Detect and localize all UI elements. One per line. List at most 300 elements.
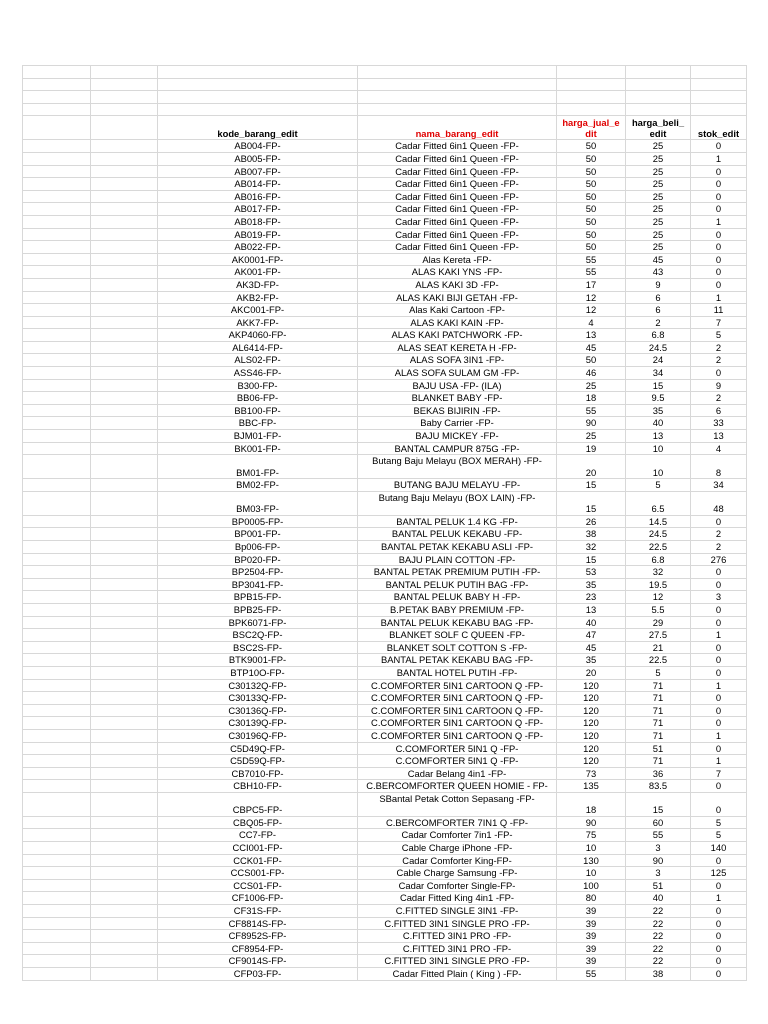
cell[interactable] — [91, 341, 158, 354]
cell-harga-jual[interactable]: 12 — [557, 304, 626, 317]
cell-harga-jual[interactable]: 90 — [557, 816, 626, 829]
cell[interactable] — [23, 692, 91, 705]
cell-stok[interactable]: 1 — [691, 215, 747, 228]
cell-nama[interactable]: Cable Charge Samsung -FP- — [358, 867, 557, 880]
cell-nama[interactable]: BEKAS BIJIRIN -FP- — [358, 404, 557, 417]
cell-harga-beli[interactable]: 25 — [626, 228, 691, 241]
cell-stok[interactable]: 1 — [691, 679, 747, 692]
cell-harga-beli[interactable]: 71 — [626, 679, 691, 692]
cell[interactable] — [23, 304, 91, 317]
cell[interactable] — [358, 78, 557, 91]
cell[interactable] — [23, 905, 91, 918]
cell-stok[interactable]: 0 — [691, 930, 747, 943]
cell-nama[interactable]: C.BERCOMFORTER QUEEN HOMIE - FP- — [358, 780, 557, 793]
cell-harga-beli[interactable]: 51 — [626, 742, 691, 755]
cell[interactable] — [91, 430, 158, 443]
cell-nama[interactable]: Cadar Fitted 6in1 Queen -FP- — [358, 178, 557, 191]
cell-stok[interactable]: 0 — [691, 603, 747, 616]
cell-harga-beli[interactable]: 9.5 — [626, 392, 691, 405]
cell-kode[interactable]: CBPC5-FP- — [158, 792, 358, 816]
cell-harga-jual[interactable]: 40 — [557, 616, 626, 629]
cell-nama[interactable]: Cadar Fitted Plain ( King ) -FP- — [358, 968, 557, 981]
cell[interactable] — [91, 241, 158, 254]
cell-harga-jual[interactable]: 35 — [557, 654, 626, 667]
cell[interactable] — [23, 417, 91, 430]
cell[interactable] — [23, 578, 91, 591]
cell[interactable] — [23, 742, 91, 755]
cell-kode[interactable]: CBH10-FP- — [158, 780, 358, 793]
cell-harga-beli[interactable]: 71 — [626, 692, 691, 705]
cell-nama[interactable]: C.BERCOMFORTER 7IN1 Q -FP- — [358, 816, 557, 829]
cell-stok[interactable]: 1 — [691, 755, 747, 768]
cell[interactable] — [23, 679, 91, 692]
cell-harga-beli[interactable]: 3 — [626, 867, 691, 880]
cell-harga-beli[interactable]: 45 — [626, 253, 691, 266]
cell[interactable] — [23, 430, 91, 443]
cell-kode[interactable]: CF9014S-FP- — [158, 955, 358, 968]
cell-harga-jual[interactable]: 50 — [557, 203, 626, 216]
cell-nama[interactable]: C.COMFORTER 5IN1 CARTOON Q -FP- — [358, 704, 557, 717]
cell-nama[interactable]: C.FITTED 3IN1 SINGLE PRO -FP- — [358, 955, 557, 968]
cell-harga-jual[interactable]: 45 — [557, 641, 626, 654]
cell-kode[interactable]: BM02-FP- — [158, 479, 358, 492]
cell[interactable] — [158, 78, 358, 91]
cell-harga-jual[interactable]: 50 — [557, 190, 626, 203]
cell-kode[interactable]: CF31S-FP- — [158, 905, 358, 918]
cell-stok[interactable]: 6 — [691, 404, 747, 417]
cell-harga-jual[interactable]: 20 — [557, 455, 626, 479]
cell[interactable] — [23, 930, 91, 943]
cell-kode[interactable]: CC7-FP- — [158, 829, 358, 842]
cell-harga-beli[interactable]: 6.8 — [626, 329, 691, 342]
cell-kode[interactable]: AB018-FP- — [158, 215, 358, 228]
cell-harga-beli[interactable]: 35 — [626, 404, 691, 417]
cell-stok[interactable]: 1 — [691, 729, 747, 742]
cell-harga-beli[interactable]: 2 — [626, 316, 691, 329]
cell[interactable] — [626, 103, 691, 116]
cell-nama[interactable]: ALAS SEAT KERETA H -FP- — [358, 341, 557, 354]
cell-nama[interactable]: SBantal Petak Cotton Sepasang -FP- — [358, 792, 557, 816]
cell-nama[interactable]: Cadar Belang 4in1 -FP- — [358, 767, 557, 780]
cell-nama[interactable]: Cadar Comforter 7in1 -FP- — [358, 829, 557, 842]
cell[interactable] — [91, 515, 158, 528]
cell-harga-beli[interactable]: 22.5 — [626, 541, 691, 554]
cell[interactable] — [91, 152, 158, 165]
cell-nama[interactable]: BANTAL PELUK KEKABU -FP- — [358, 528, 557, 541]
cell-harga-beli[interactable]: 25 — [626, 165, 691, 178]
cell-harga-jual[interactable]: 120 — [557, 717, 626, 730]
cell-harga-beli[interactable]: 71 — [626, 755, 691, 768]
cell[interactable] — [91, 829, 158, 842]
cell-stok[interactable]: 2 — [691, 354, 747, 367]
cell-kode[interactable]: AB007-FP- — [158, 165, 358, 178]
cell-stok[interactable]: 0 — [691, 654, 747, 667]
cell-harga-jual[interactable]: 25 — [557, 430, 626, 443]
cell-harga-jual[interactable]: 120 — [557, 729, 626, 742]
cell-nama[interactable]: BAJU MICKEY -FP- — [358, 430, 557, 443]
cell[interactable] — [91, 178, 158, 191]
cell-harga-beli[interactable]: 22 — [626, 917, 691, 930]
cell-stok[interactable]: 0 — [691, 905, 747, 918]
cell-harga-jual[interactable]: 18 — [557, 792, 626, 816]
cell-harga-beli[interactable]: 12 — [626, 591, 691, 604]
cell-stok[interactable]: 0 — [691, 780, 747, 793]
cell-harga-jual[interactable]: 39 — [557, 955, 626, 968]
cell-kode[interactable]: BP2504-FP- — [158, 566, 358, 579]
header-harga-beli[interactable]: harga_beli_ edit — [626, 116, 691, 140]
cell-kode[interactable]: AB004-FP- — [158, 140, 358, 153]
cell-harga-jual[interactable]: 10 — [557, 867, 626, 880]
cell[interactable] — [23, 178, 91, 191]
cell-harga-jual[interactable]: 15 — [557, 479, 626, 492]
cell[interactable] — [23, 666, 91, 679]
cell[interactable] — [91, 616, 158, 629]
cell-nama[interactable]: BLANKET SOLF C QUEEN -FP- — [358, 629, 557, 642]
cell-kode[interactable]: C30196Q-FP- — [158, 729, 358, 742]
cell-nama[interactable]: BLANKET SOLT COTTON S -FP- — [358, 641, 557, 654]
cell-harga-jual[interactable]: 50 — [557, 165, 626, 178]
cell-stok[interactable]: 4 — [691, 442, 747, 455]
cell-harga-jual[interactable]: 38 — [557, 528, 626, 541]
cell[interactable] — [91, 792, 158, 816]
cell[interactable] — [557, 103, 626, 116]
cell-kode[interactable]: BBC-FP- — [158, 417, 358, 430]
cell-nama[interactable]: C.COMFORTER 5IN1 CARTOON Q -FP- — [358, 717, 557, 730]
cell[interactable] — [691, 66, 747, 79]
cell[interactable] — [91, 215, 158, 228]
cell[interactable] — [23, 442, 91, 455]
cell-nama[interactable]: Butang Baju Melayu (BOX MERAH) -FP- — [358, 455, 557, 479]
cell-harga-jual[interactable]: 10 — [557, 842, 626, 855]
cell-kode[interactable]: AL6414-FP- — [158, 341, 358, 354]
cell-harga-jual[interactable]: 55 — [557, 266, 626, 279]
cell-kode[interactable]: BPK6071-FP- — [158, 616, 358, 629]
cell[interactable] — [91, 879, 158, 892]
cell[interactable] — [91, 392, 158, 405]
cell[interactable] — [23, 479, 91, 492]
cell-stok[interactable]: 0 — [691, 742, 747, 755]
cell-kode[interactable]: CF8952S-FP- — [158, 930, 358, 943]
cell-nama[interactable]: Alas Kereta -FP- — [358, 253, 557, 266]
cell-kode[interactable]: AB022-FP- — [158, 241, 358, 254]
cell[interactable] — [91, 742, 158, 755]
cell-nama[interactable]: BAJU PLAIN COTTON -FP- — [358, 553, 557, 566]
cell-harga-jual[interactable]: 47 — [557, 629, 626, 642]
cell-harga-jual[interactable]: 35 — [557, 578, 626, 591]
cell-harga-beli[interactable]: 22 — [626, 942, 691, 955]
cell-stok[interactable]: 7 — [691, 316, 747, 329]
cell[interactable] — [23, 228, 91, 241]
cell[interactable] — [23, 566, 91, 579]
cell-harga-jual[interactable]: 120 — [557, 755, 626, 768]
cell-kode[interactable]: C5D59Q-FP- — [158, 755, 358, 768]
cell-harga-beli[interactable]: 10 — [626, 455, 691, 479]
cell-harga-beli[interactable]: 40 — [626, 417, 691, 430]
cell[interactable] — [557, 66, 626, 79]
cell[interactable] — [691, 78, 747, 91]
cell[interactable] — [23, 816, 91, 829]
cell[interactable] — [23, 291, 91, 304]
cell-harga-jual[interactable]: 55 — [557, 968, 626, 981]
cell-kode[interactable]: AKP4060-FP- — [158, 329, 358, 342]
cell-harga-jual[interactable]: 39 — [557, 930, 626, 943]
cell-stok[interactable]: 5 — [691, 329, 747, 342]
cell-nama[interactable]: B.PETAK BABY PREMIUM -FP- — [358, 603, 557, 616]
cell-nama[interactable]: ALAS KAKI YNS -FP- — [358, 266, 557, 279]
cell[interactable] — [91, 417, 158, 430]
cell[interactable] — [158, 103, 358, 116]
cell[interactable] — [23, 603, 91, 616]
cell[interactable] — [23, 241, 91, 254]
header-stok[interactable]: stok_edit — [691, 116, 747, 140]
cell-kode[interactable]: BB100-FP- — [158, 404, 358, 417]
cell[interactable] — [91, 541, 158, 554]
cell-nama[interactable]: BANTAL PELUK 1.4 KG -FP- — [358, 515, 557, 528]
cell-harga-beli[interactable]: 15 — [626, 792, 691, 816]
cell-harga-beli[interactable]: 25 — [626, 241, 691, 254]
header-kode[interactable]: kode_barang_edit — [158, 116, 358, 140]
header-harga-jual[interactable]: harga_jual_e dit — [557, 116, 626, 140]
cell[interactable] — [23, 190, 91, 203]
cell-harga-jual[interactable]: 50 — [557, 354, 626, 367]
cell-kode[interactable]: AKC001-FP- — [158, 304, 358, 317]
cell[interactable] — [23, 968, 91, 981]
cell[interactable] — [23, 755, 91, 768]
cell[interactable] — [23, 729, 91, 742]
cell[interactable] — [91, 729, 158, 742]
cell[interactable] — [91, 316, 158, 329]
cell-stok[interactable]: 140 — [691, 842, 747, 855]
cell-stok[interactable]: 0 — [691, 854, 747, 867]
cell-stok[interactable]: 13 — [691, 430, 747, 443]
cell[interactable] — [91, 767, 158, 780]
cell-kode[interactable]: CF1006-FP- — [158, 892, 358, 905]
cell-harga-jual[interactable]: 20 — [557, 666, 626, 679]
cell-harga-jual[interactable]: 32 — [557, 541, 626, 554]
cell-harga-beli[interactable]: 13 — [626, 430, 691, 443]
cell[interactable] — [23, 278, 91, 291]
cell[interactable] — [23, 704, 91, 717]
cell-harga-beli[interactable]: 27.5 — [626, 629, 691, 642]
cell-kode[interactable]: ALS02-FP- — [158, 354, 358, 367]
cell-kode[interactable]: B300-FP- — [158, 379, 358, 392]
cell-harga-beli[interactable]: 60 — [626, 816, 691, 829]
cell[interactable] — [23, 955, 91, 968]
cell[interactable] — [91, 905, 158, 918]
cell-stok[interactable]: 7 — [691, 767, 747, 780]
cell-harga-beli[interactable]: 22 — [626, 905, 691, 918]
cell[interactable] — [91, 190, 158, 203]
cell-harga-beli[interactable]: 24.5 — [626, 528, 691, 541]
cell[interactable] — [91, 755, 158, 768]
cell[interactable] — [23, 91, 91, 104]
cell[interactable] — [691, 103, 747, 116]
cell-kode[interactable]: AB014-FP- — [158, 178, 358, 191]
cell-harga-jual[interactable]: 39 — [557, 917, 626, 930]
cell[interactable] — [626, 91, 691, 104]
cell-stok[interactable]: 0 — [691, 178, 747, 191]
cell-harga-jual[interactable]: 50 — [557, 215, 626, 228]
cell[interactable] — [23, 842, 91, 855]
cell-stok[interactable]: 276 — [691, 553, 747, 566]
cell-kode[interactable]: AB017-FP- — [158, 203, 358, 216]
cell[interactable] — [91, 291, 158, 304]
cell[interactable] — [23, 917, 91, 930]
cell-kode[interactable]: BSC2Q-FP- — [158, 629, 358, 642]
cell-kode[interactable]: C30136Q-FP- — [158, 704, 358, 717]
cell[interactable] — [91, 692, 158, 705]
cell-nama[interactable]: Butang Baju Melayu (BOX LAIN) -FP- — [358, 491, 557, 515]
cell-nama[interactable]: Cadar Fitted 6in1 Queen -FP- — [358, 203, 557, 216]
cell-harga-beli[interactable]: 9 — [626, 278, 691, 291]
cell-kode[interactable]: AB016-FP- — [158, 190, 358, 203]
cell[interactable] — [23, 341, 91, 354]
cell-stok[interactable]: 1 — [691, 892, 747, 905]
cell-kode[interactable]: CBQ05-FP- — [158, 816, 358, 829]
cell[interactable] — [91, 304, 158, 317]
cell-kode[interactable]: CCS001-FP- — [158, 867, 358, 880]
cell-nama[interactable]: C.COMFORTER 5IN1 CARTOON Q -FP- — [358, 692, 557, 705]
cell-harga-beli[interactable]: 5 — [626, 666, 691, 679]
cell-nama[interactable]: Cadar Fitted 6in1 Queen -FP- — [358, 241, 557, 254]
cell-kode[interactable]: AKB2-FP- — [158, 291, 358, 304]
cell[interactable] — [91, 679, 158, 692]
cell-harga-beli[interactable]: 36 — [626, 767, 691, 780]
cell-harga-jual[interactable]: 90 — [557, 417, 626, 430]
cell-nama[interactable]: C.FITTED 3IN1 PRO -FP- — [358, 930, 557, 943]
cell[interactable] — [91, 917, 158, 930]
cell-harga-beli[interactable]: 29 — [626, 616, 691, 629]
cell-nama[interactable]: ALAS SOFA 3IN1 -FP- — [358, 354, 557, 367]
cell[interactable] — [23, 140, 91, 153]
cell-stok[interactable]: 0 — [691, 578, 747, 591]
cell-stok[interactable]: 9 — [691, 379, 747, 392]
cell-harga-jual[interactable]: 45 — [557, 341, 626, 354]
cell-kode[interactable]: BM03-FP- — [158, 491, 358, 515]
cell-harga-jual[interactable]: 120 — [557, 704, 626, 717]
cell-nama[interactable]: Cadar Comforter Single-FP- — [358, 879, 557, 892]
header-nama[interactable]: nama_barang_edit — [358, 116, 557, 140]
cell[interactable] — [91, 578, 158, 591]
cell-harga-jual[interactable]: 12 — [557, 291, 626, 304]
cell[interactable] — [91, 379, 158, 392]
cell-harga-beli[interactable]: 83.5 — [626, 780, 691, 793]
cell-harga-jual[interactable]: 50 — [557, 241, 626, 254]
cell-nama[interactable]: C.FITTED SINGLE 3IN1 -FP- — [358, 905, 557, 918]
cell[interactable] — [91, 955, 158, 968]
cell-harga-beli[interactable]: 43 — [626, 266, 691, 279]
cell-stok[interactable]: 0 — [691, 704, 747, 717]
cell-harga-beli[interactable]: 24.5 — [626, 341, 691, 354]
cell[interactable] — [91, 266, 158, 279]
cell-stok[interactable]: 0 — [691, 203, 747, 216]
cell[interactable] — [91, 354, 158, 367]
cell[interactable] — [91, 455, 158, 479]
cell[interactable] — [23, 641, 91, 654]
cell-harga-beli[interactable]: 71 — [626, 704, 691, 717]
cell[interactable] — [23, 515, 91, 528]
cell-stok[interactable]: 0 — [691, 266, 747, 279]
cell[interactable] — [23, 266, 91, 279]
cell-stok[interactable]: 0 — [691, 692, 747, 705]
cell-harga-jual[interactable]: 13 — [557, 329, 626, 342]
cell-nama[interactable]: Cadar Fitted 6in1 Queen -FP- — [358, 215, 557, 228]
cell-nama[interactable]: C.COMFORTER 5IN1 Q -FP- — [358, 742, 557, 755]
cell-harga-beli[interactable]: 21 — [626, 641, 691, 654]
cell-harga-beli[interactable]: 22 — [626, 930, 691, 943]
cell-harga-jual[interactable]: 26 — [557, 515, 626, 528]
cell-harga-jual[interactable]: 15 — [557, 553, 626, 566]
cell-stok[interactable]: 2 — [691, 541, 747, 554]
cell[interactable] — [91, 329, 158, 342]
cell-stok[interactable]: 0 — [691, 968, 747, 981]
cell-harga-beli[interactable]: 51 — [626, 879, 691, 892]
cell-kode[interactable]: C30133Q-FP- — [158, 692, 358, 705]
cell[interactable] — [91, 566, 158, 579]
cell[interactable] — [91, 666, 158, 679]
cell-stok[interactable]: 1 — [691, 291, 747, 304]
cell-stok[interactable]: 0 — [691, 278, 747, 291]
cell-harga-jual[interactable]: 13 — [557, 603, 626, 616]
cell-harga-beli[interactable]: 90 — [626, 854, 691, 867]
cell-stok[interactable]: 1 — [691, 629, 747, 642]
cell[interactable] — [91, 930, 158, 943]
cell-stok[interactable]: 33 — [691, 417, 747, 430]
cell-harga-jual[interactable]: 50 — [557, 152, 626, 165]
cell[interactable] — [91, 867, 158, 880]
cell-kode[interactable]: C30132Q-FP- — [158, 679, 358, 692]
cell-kode[interactable]: AB005-FP- — [158, 152, 358, 165]
cell-harga-beli[interactable]: 71 — [626, 717, 691, 730]
cell[interactable] — [91, 654, 158, 667]
cell-harga-jual[interactable]: 46 — [557, 367, 626, 380]
cell-stok[interactable]: 5 — [691, 816, 747, 829]
cell-kode[interactable]: BP001-FP- — [158, 528, 358, 541]
cell-harga-jual[interactable]: 25 — [557, 379, 626, 392]
cell-harga-jual[interactable]: 55 — [557, 253, 626, 266]
cell[interactable] — [23, 78, 91, 91]
cell-nama[interactable]: C.COMFORTER 5IN1 Q -FP- — [358, 755, 557, 768]
cell-stok[interactable]: 0 — [691, 241, 747, 254]
cell-harga-jual[interactable]: 15 — [557, 491, 626, 515]
cell-harga-beli[interactable]: 5.5 — [626, 603, 691, 616]
cell[interactable] — [158, 91, 358, 104]
cell[interactable] — [91, 91, 158, 104]
cell[interactable] — [91, 228, 158, 241]
cell-harga-jual[interactable]: 19 — [557, 442, 626, 455]
cell-nama[interactable]: BANTAL CAMPUR 875G -FP- — [358, 442, 557, 455]
cell-nama[interactable]: ALAS KAKI BIJI GETAH -FP- — [358, 291, 557, 304]
cell[interactable] — [91, 816, 158, 829]
cell-kode[interactable]: CF8814S-FP- — [158, 917, 358, 930]
cell-nama[interactable]: BANTAL PETAK PREMIUM PUTIH -FP- — [358, 566, 557, 579]
cell-harga-jual[interactable]: 50 — [557, 178, 626, 191]
cell-harga-beli[interactable]: 6.5 — [626, 491, 691, 515]
cell[interactable] — [91, 968, 158, 981]
cell[interactable] — [91, 442, 158, 455]
cell-kode[interactable]: CCI001-FP- — [158, 842, 358, 855]
cell[interactable] — [23, 553, 91, 566]
cell-nama[interactable]: C.COMFORTER 5IN1 CARTOON Q -FP- — [358, 729, 557, 742]
cell[interactable] — [691, 91, 747, 104]
cell-stok[interactable]: 0 — [691, 717, 747, 730]
cell-harga-jual[interactable]: 50 — [557, 140, 626, 153]
cell-kode[interactable]: C5D49Q-FP- — [158, 742, 358, 755]
cell-nama[interactable]: ALAS KAKI KAIN -FP- — [358, 316, 557, 329]
cell-harga-jual[interactable]: 50 — [557, 228, 626, 241]
cell-harga-jual[interactable]: 120 — [557, 692, 626, 705]
cell-stok[interactable]: 0 — [691, 641, 747, 654]
